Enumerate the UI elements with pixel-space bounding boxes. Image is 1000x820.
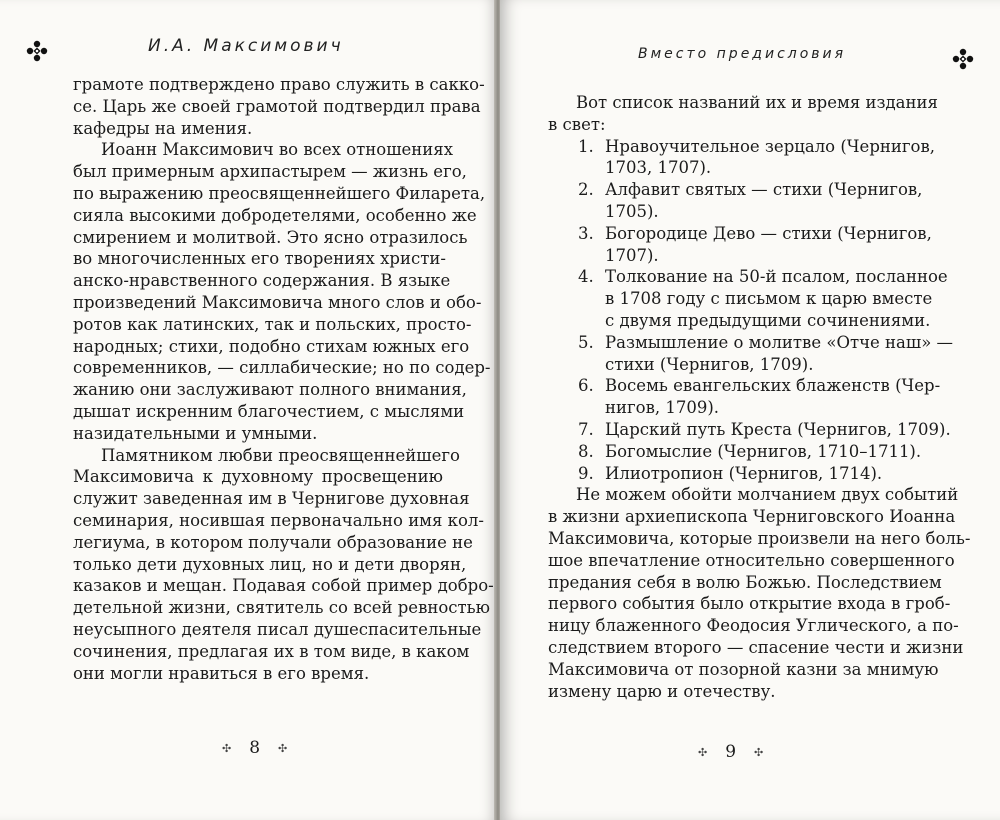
list-item-number: 4. [578,267,594,287]
right-page-body [548,92,971,702]
text-line: с двумя предыдущими сочинениями. [605,310,931,330]
text-line: 1705). [605,201,659,221]
paragraph [73,139,491,444]
text-line: ротов как латинских, так и польских, просто- [73,314,472,334]
list-item-number: 2. [578,180,594,200]
list-item-number: 6. [578,376,594,396]
paragraph [73,445,494,685]
text-line: грамоте подтверждено право служить в сакко- [73,75,485,94]
page-number [698,742,763,762]
intro-paragraph [548,92,938,136]
folio-ornament-icon: ✣ [278,741,288,755]
paragraph [73,74,485,139]
text-line: 1707). [605,245,659,265]
page-number-value: 8 [249,738,261,758]
running-head: И.А. Максимович [148,36,344,56]
text-line: шое впечатление относительно совершенного [548,550,955,570]
page-number-value: 9 [725,742,737,762]
text-line: по выражению преосвященнейшего Филарета, [73,183,486,203]
page-number [222,738,287,758]
text-line: сочинения, предлагая их в том виде, в каком [73,641,470,661]
text-line: Максимовича, которые произвели на него боль- [548,528,971,548]
text-line: служит заведенная им в Чернигове духовная [73,489,470,509]
text-line: предания себя в волю Божью. Последствием [548,572,942,592]
text-line: казаков и мещан. Подавая собой пример добро- [73,576,494,596]
text-line: детельной жизни, святитель со всей ревностью [73,598,491,618]
list-item [578,419,951,441]
text-line: был примерным архипастырем — жизнь его, [73,162,467,182]
list-item-number: 7. [578,419,594,439]
text-line: се. Царь же своей грамотой подтвердил права [73,96,481,116]
folio-ornament-icon: ✣ [222,741,232,755]
text-line: Памятником любви преосвященнейшего [101,445,460,465]
text-line: следствием второго — спасение чести и жизни [548,637,964,657]
text-line: Максимовича от позорной казни за мнимую [548,659,939,679]
text-line: произведений Максимовича много слов и обо- [73,292,482,312]
list-item-number: 8. [578,441,594,461]
text-line: Алфавит святых — стихи (Чернигов, [605,180,923,200]
folio-ornament-icon: ✣ [754,745,764,759]
text-line: Восемь евангельских блаженств (Чер- [605,376,941,396]
closing-paragraph [548,484,971,702]
fleuron-ornament-icon [26,40,48,62]
list-item-number: 1. [578,136,594,156]
text-line: кафедры на имения. [73,118,253,138]
text-line: современников, — силлабические; но по содер- [73,358,491,378]
text-line: анско-нравственного содержания. В языке [73,271,451,291]
text-line: Илиотропион (Чернигов, 1714). [605,463,883,483]
list-item [578,223,932,267]
text-line: первого события было открытие входа в гроб- [548,594,951,614]
running-head: Вместо предисловия [638,46,847,62]
text-line: сияла высокими добродетелями, особенно же [73,205,477,225]
text-line: Царский путь Креста (Чернигов, 1709). [605,419,951,439]
text-line: народных; стихи, подобно стихам южных его [73,336,470,356]
text-line: дышат искренним благочестием, с мыслями [73,401,465,421]
text-line: Иоанн Максимович во всех отношениях [101,140,454,160]
list-item [578,136,935,180]
list-item-number: 9. [578,463,594,483]
text-line: Толкование на 50-й псалом, посланное [605,267,948,287]
list-item-number: 5. [578,332,594,352]
text-line: неусыпного деятеля писал душеспасительные [73,619,482,639]
text-line: нигов, 1709). [605,398,720,418]
text-line: Богомыслие (Чернигов, 1710–1711). [605,441,922,461]
text-line: Максимовича к духовному просвещению [73,467,443,487]
text-line: жанию они заслуживают полного внимания, [73,380,467,400]
text-line: Вот список названий их и время издания [576,93,938,112]
text-line: 1703, 1707). [605,158,712,178]
text-line: в жизни архиепископа Черниговского Иоанна [548,507,956,527]
right-page [500,0,1000,820]
text-line: во многочисленных его творениях христи- [73,249,446,269]
list-item [578,179,924,223]
text-line: легиума, в котором получали образование не [73,532,473,552]
text-line: Размышление о молитве «Отче наш» — [605,332,954,352]
text-line: измену царю и отечеству. [548,681,776,701]
text-line: Богородице Дево — стихи (Чернигов, [605,223,932,243]
text-line: Нравоучительное зерцало (Чернигов, [605,136,935,156]
left-page-body [73,74,494,684]
works-list [548,136,954,485]
text-line: Не можем обойти молчанием двух событий [576,485,959,505]
fleuron-ornament-icon [952,48,974,70]
list-item [578,441,924,463]
text-line: в свет: [548,114,606,134]
list-item [578,332,954,376]
text-line: в 1708 году с письмом к царю вместе [605,289,933,309]
folio-ornament-icon: ✣ [698,745,708,759]
list-item [578,463,924,485]
list-item [578,375,941,419]
text-line: только дети духовных лиц, но и дети дворян, [73,554,467,574]
text-line: семинария, носившая первоначально имя кол- [73,510,484,530]
text-line: назидательными и умными. [73,423,318,443]
text-line: смирением и молитвой. Это ясно отразилось [73,227,468,247]
text-line: они могли нравиться в его время. [73,663,370,683]
text-line: ницу блаженного Феодосия Углического, а по- [548,616,959,636]
list-item-number: 3. [578,223,594,243]
left-page [0,0,496,820]
list-item [578,266,948,331]
text-line: стихи (Чернигов, 1709). [605,354,814,374]
